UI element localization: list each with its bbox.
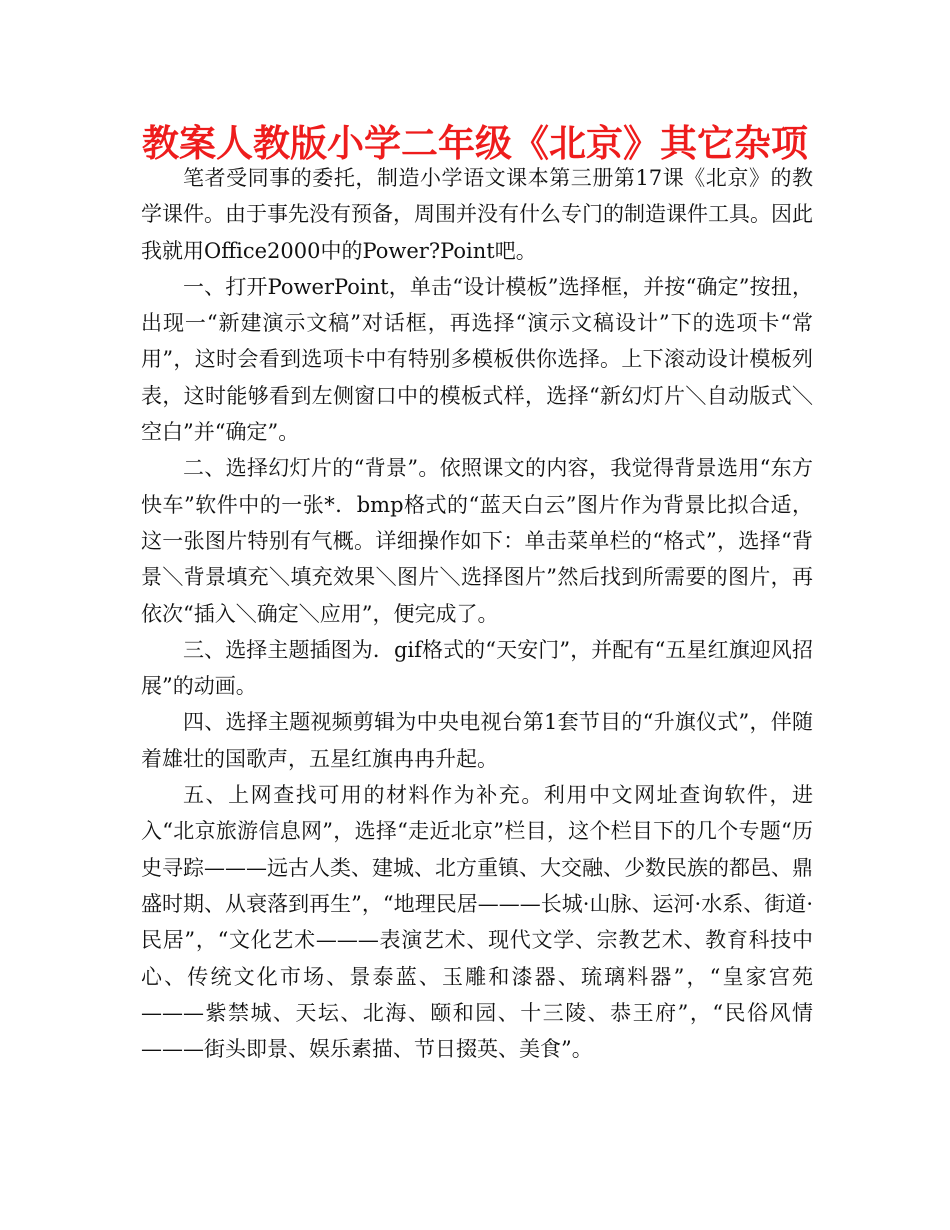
paragraph-step-3: 三、选择主题插图为．gif格式的“天安门”，并配有“五星红旗迎风招展”的动画。 (141, 637, 813, 699)
paragraph-step-1: 一、打开PowerPoint，单击“设计模板”选择框，并按“确定”按扭，出现一“新建演示文稿”对话框，再选择“演示文稿设计”下的选项卡“常用”，这时会看到选项卡中有特别多模板供你选择。上下滚动设计模板列表，这时能够看到左侧窗口中的模板式样，选择“新幻灯片＼自动版式＼空白”并“确定”。 (141, 274, 813, 445)
paragraph-step-4: 四、选择主题视频剪辑为中央电视台第1套节目的“升旗仪式”，伴随着雄壮的国歌声，五星红旗冉冉升起。 (141, 710, 813, 771)
paragraph-step-5: 五、上网查找可用的材料作为补充。利用中文网址查询软件，进入“北京旅游信息网”，选择“走近北京”栏目，这个栏目下的几个专题“历史寻踪———远古人类、建城、北方重镇、大交融、少数民族的都邑、鼎盛时期、从衰落到再生”，“地理民居———长城·山脉、运河·水系、街道·民居”，“文化艺术———表演艺术、现代文学、宗教艺术、教育科技中心、传统文化市场、景泰蓝、玉雕和漆器、琉璃料器”，“皇家宫苑———紫禁城、天坛、北海、颐和园、十三陵、恭王府”，“民俗风情———街头即景、娱乐素描、节日掇英、美食”。 (141, 783, 813, 1062)
document-body (141, 160, 813, 1067)
paragraph-intro: 笔者受同事的委托，制造小学语文课本第三册第17课《北京》的教学课件。由于事先没有预备，周围并没有什么专门的制造课件工具。因此我就用Office2000中的Power?Point吧。 (141, 166, 813, 263)
paragraph-step-2: 二、选择幻灯片的“背景”。依照课文的内容，我觉得背景选用“东方快车”软件中的一张*．bmp格式的“蓝天白云”图片作为背景比拟合适，这一张图片特别有气概。详细操作如下：单击菜单栏的“格式”，选择“背景＼背景填充＼填充效果＼图片＼选择图片”然后找到所需要的图片，再依次“插入＼确定＼应用”，便完成了。 (141, 456, 813, 626)
document-title: 教案人教版小学二年级《北京》其它杂项 (142, 122, 808, 165)
